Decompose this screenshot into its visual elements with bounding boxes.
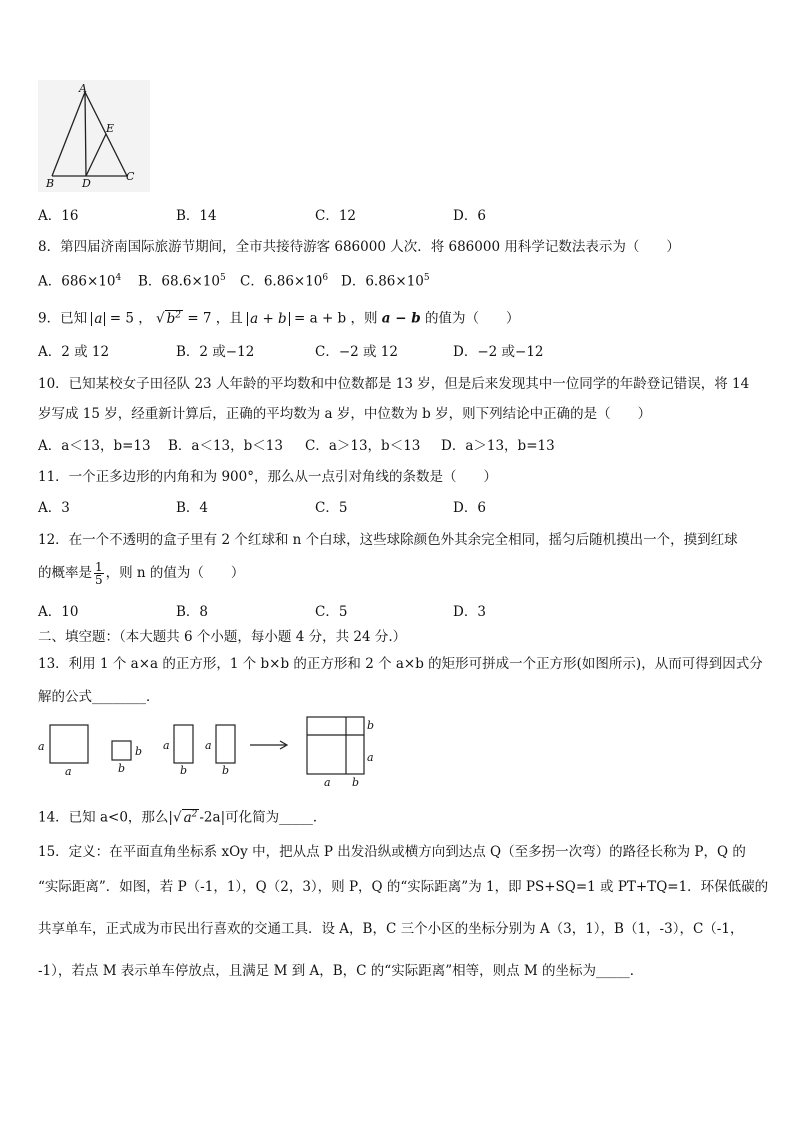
q11-option-c: C．5: [315, 500, 348, 516]
q10-line2: 岁写成 15 岁，经重新计算后，正确的平均数为 a 岁，中位数为 b 岁，则下列结论中正确的是（ ）: [38, 406, 652, 422]
q12-line1: 12．在一个不透明的盒子里有 2 个红球和 n 个白球，这些球除颜色外其余完全相同，摇匀后随机摸出一个，摸到红球: [38, 532, 738, 548]
q12-line2: 的概率是 $\frac{1}{5}$ ，则 n 的值为（ ）: [38, 560, 245, 587]
q7-option-a: A．16: [38, 208, 79, 224]
svg-text:a: a: [163, 739, 170, 752]
q8-option-b: B．$68.6\times 10^5$: [138, 273, 226, 290]
q12-option-a: A．10: [38, 604, 79, 620]
q10-option-b: B．a＜13，b＜13: [168, 438, 283, 454]
q15-line2: “实际距离”．如图，若 P（-1，1），Q（2，3），则 P，Q 的“实际距离”为 1，即 PS+SQ=1 或 PT+TQ=1．环保低碳的: [38, 879, 769, 895]
triangle-figure: [38, 80, 150, 192]
svg-text:a: a: [205, 739, 212, 752]
square-composition-figure: [36, 715, 381, 793]
q8-stem: 8．第四届济南国际旅游节期间，全市共接待游客 686000 人次．将 686000 用科学记数法表示为（ ）: [38, 239, 680, 255]
q11-option-b: B．4: [176, 500, 209, 516]
q8-option-a: A．$686\times 10^4$: [38, 273, 122, 290]
q9-option-c: C．−2 或 12: [315, 344, 398, 360]
probability-fraction: $\frac{1}{5}$: [95, 560, 103, 587]
q12-option-b: B．8: [176, 604, 209, 620]
q14-stem: 14．已知 a<0，那么|√ $a^2$ -2a|可化简为_____．: [38, 809, 327, 826]
q11-option-a: A．3: [38, 500, 70, 516]
svg-text:b: b: [352, 776, 360, 789]
label-A: A: [79, 82, 87, 95]
svg-text:a: a: [38, 740, 45, 753]
q11-option-d: D．6: [453, 500, 486, 516]
q10-option-d: D．a＞13，b=13: [441, 438, 555, 454]
q15-line3: 共享单车，正式成为市民出行喜欢的交通工具．设 A，B，C 三个小区的坐标分别为 A（3，1），B（1，-3），C（-1，: [38, 921, 744, 937]
q9-option-d: D．−2 或−12: [453, 344, 544, 360]
q13-line2: 解的公式________．: [38, 689, 160, 705]
section-title: 二、填空题：（本大题共 6 个小题，每小题 4 分，共 24 分.）: [38, 629, 407, 645]
label-E: E: [106, 122, 115, 135]
q7-option-b: B．14: [176, 208, 217, 224]
q12-option-c: C．5: [315, 604, 348, 620]
svg-text:b: b: [135, 745, 143, 758]
svg-text:b: b: [222, 764, 230, 777]
q8-option-d: D．$6.86\times 10^5$: [341, 273, 430, 290]
q7-option-c: C．12: [315, 208, 357, 224]
svg-text:a: a: [324, 776, 331, 789]
label-D: D: [82, 177, 91, 190]
svg-text:b: b: [180, 764, 188, 777]
q9-option-a: A．2 或 12: [38, 344, 110, 360]
q7-option-d: D．6: [453, 208, 486, 224]
q9-option-b: B．2 或−12: [176, 344, 255, 360]
q9-stem: 9．已知 a = 5 ， √ $b^2 = 7$ ，且 a + b = a + b ，则 a − b 的值为（ ）: [38, 310, 520, 327]
svg-text:b: b: [118, 762, 126, 775]
svg-text:a: a: [65, 765, 72, 778]
q15-line4: -1），若点 M 表示单车停放点，且满足 M 到 A，B，C 的“实际距离”相等，则点 M 的坐标为_____．: [38, 963, 644, 979]
q15-line1: 15．定义：在平面直角坐标系 xOy 中，把从点 P 出发沿纵或横方向到达点 Q（至多拐一次弯）的路径长称为 P，Q 的: [38, 844, 746, 860]
label-B: B: [46, 177, 55, 190]
q10-option-a: A．a＜13，b=13: [38, 438, 151, 454]
q13-line1: 13．利用 1 个 a×a 的正方形，1 个 b×b 的正方形和 2 个 a×b 的矩形可拼成一个正方形(如图所示)，从而可得到因式分: [38, 656, 763, 672]
q10-line1: 10．已知某校女子田径队 23 人年龄的平均数和中位数都是 13 岁，但是后来发现其中一位同学的年龄登记错误，将 14: [38, 376, 750, 392]
q11-stem: 11．一个正多边形的内角和为 900°，那么从一点引对角线的条数是（ ）: [38, 469, 497, 485]
label-C: C: [126, 170, 135, 183]
svg-text:a: a: [367, 751, 374, 764]
svg-text:b: b: [367, 719, 375, 732]
q8-option-c: C．$6.86\times 10^6$: [240, 273, 329, 290]
q12-option-d: D．3: [453, 604, 486, 620]
q10-option-c: C．a＞13，b＜13: [305, 438, 421, 454]
